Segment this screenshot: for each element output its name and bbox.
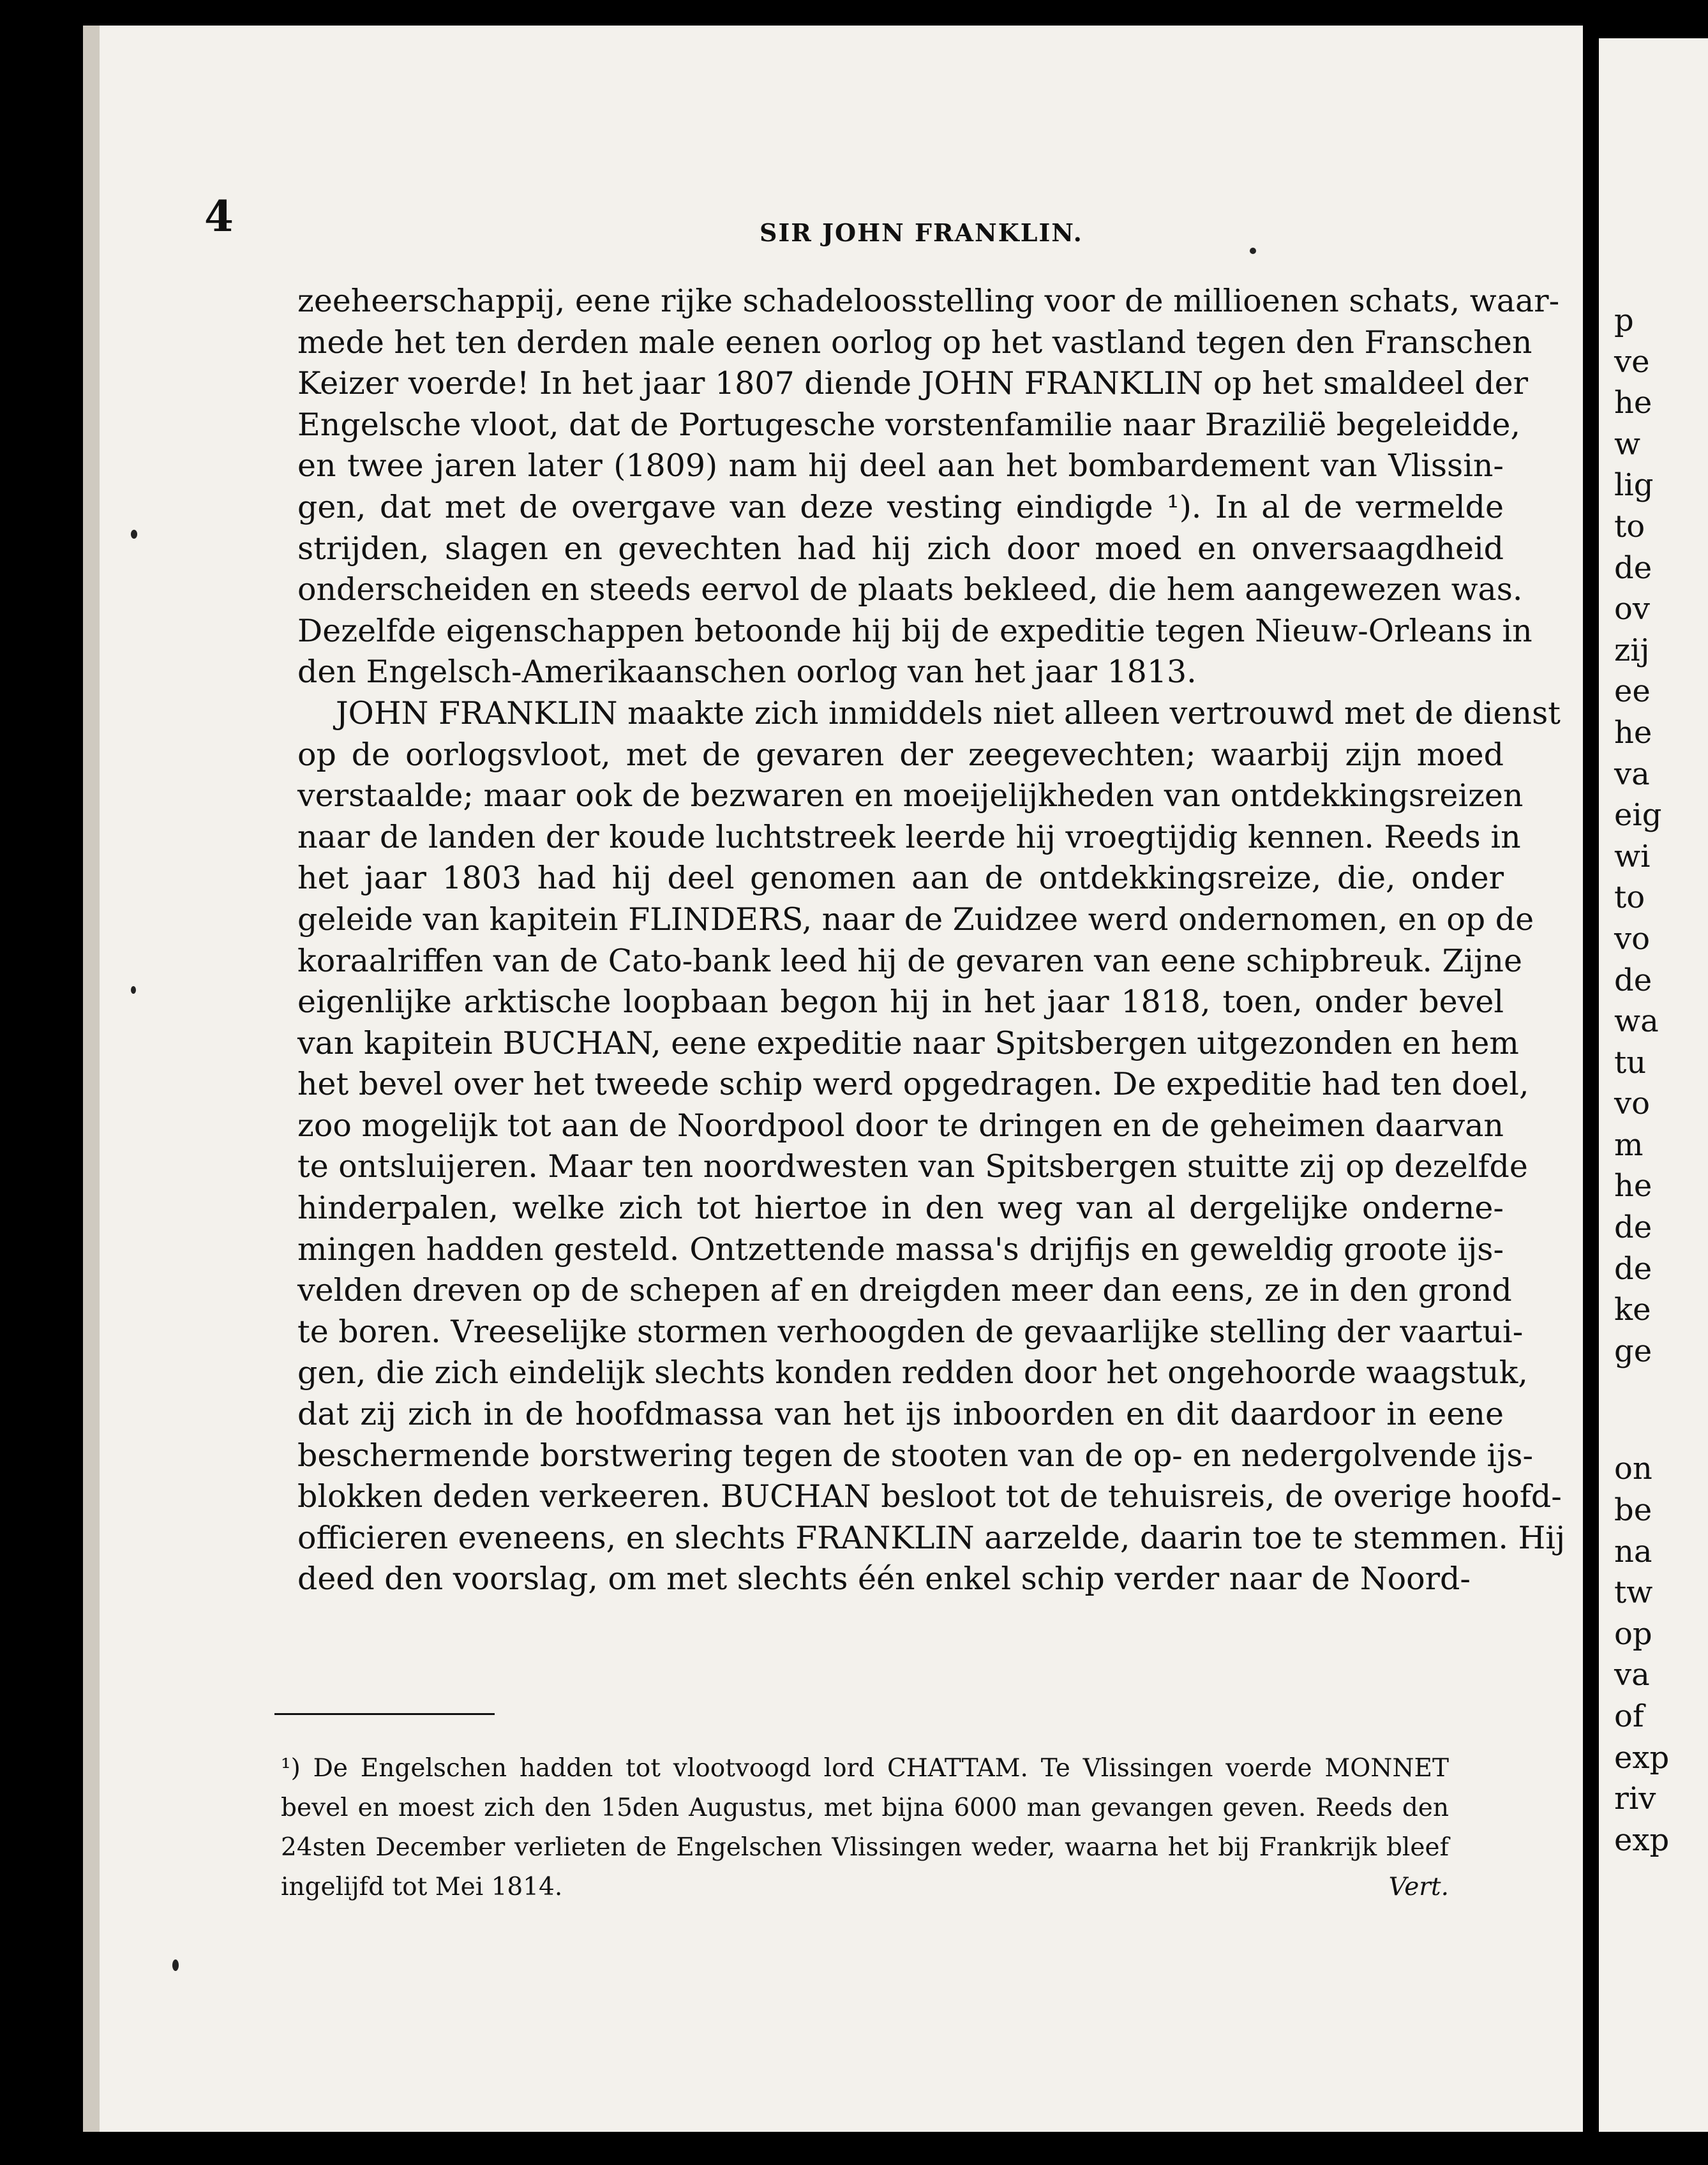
text-line: dat zij zich in de hoofdmassa van het ijs inboorden en dit daardoor in eene (297, 1396, 1504, 1433)
text-line: Keizer voerde! In het jaar 1807 diende JOHN FRANKLIN op het smaldeel der (297, 365, 1529, 402)
facing-page-fragment: to (1614, 508, 1645, 544)
text-line: zoo mogelijk tot aan de Noordpool door te dringen en de geheimen daarvan (297, 1107, 1504, 1144)
footnote-line: bevel en moest zich den 15den Augustus, met bijna 6000 man gevangen geven. Reeds den (281, 1794, 1449, 1822)
main-text (297, 281, 1566, 1600)
text-line: blokken deden verkeeren. BUCHAN besloot tot de tehuisreis, de overige hoofd- (297, 1478, 1562, 1515)
text-line: den Engelsch-Amerikaanschen oorlog van het jaar 1813. (297, 654, 1197, 691)
text-line: naar de landen der koude luchtstreek leerde hij vroegtijdig kennen. Reeds in (297, 818, 1521, 855)
text-line: strijden, slagen en gevechten had hij zich door moed en onversaagdheid (297, 530, 1504, 567)
ink-speck (1250, 248, 1256, 254)
facing-page-fragment: w (1614, 426, 1641, 462)
text-line: Engelsche vloot, dat de Portugesche vorstenfamilie naar Brazilië begeleidde, (297, 406, 1521, 443)
page-number: 4 (204, 191, 234, 241)
facing-page-fragment: wi (1614, 838, 1651, 874)
text-line: te boren. Vreeselijke stormen verhoogden de gevaarlijke stelling der vaartui- (297, 1313, 1524, 1350)
facing-page-text (1614, 300, 1669, 1861)
text-line: mede het ten derden male eenen oorlog op het vastland tegen den Franschen (297, 324, 1532, 361)
text-line: beschermende borstwering tegen de stooten van de op- en nedergolvende ijs- (297, 1437, 1534, 1474)
text-line: deed den voorslag, om met slechts één enkel schip verder naar de Noord- (297, 1561, 1471, 1598)
text-line: op de oorlogsvloot, met de gevaren der zeegevechten; waarbij zijn moed (297, 736, 1504, 773)
text-line: Dezelfde eigenschappen betoonde hij bij de expeditie tegen Nieuw-Orleans in (297, 612, 1532, 649)
footnote-text (281, 1749, 1449, 1907)
running-title: SIR JOHN FRANKLIN. (760, 218, 1083, 247)
facing-page-fragment: tu (1614, 1044, 1647, 1081)
facing-page-fragment: de (1614, 1210, 1652, 1246)
facing-page-fragment: vo (1614, 920, 1651, 957)
facing-page-edge (1599, 38, 1708, 2132)
text-line: officieren eveneens, en slechts FRANKLIN aarzelde, daarin toe te stemmen. Hij (297, 1519, 1566, 1556)
facing-page-fragment: be (1614, 1492, 1652, 1529)
text-line: het bevel over het tweede schip werd opgedragen. De expeditie had ten doel, (297, 1066, 1529, 1103)
text-line: verstaalde; maar ook de bezwaren en moeijelijkheden van ontdekkingsreizen (297, 777, 1524, 814)
facing-page-fragment: va (1614, 756, 1650, 792)
facing-page-fragment: tw (1614, 1575, 1653, 1611)
facing-page-fragment: de (1614, 1250, 1652, 1287)
text-line: gen, die zich eindelijk slechts konden redden door het ongehoorde waagstuk, (297, 1354, 1528, 1391)
text-line: onderscheiden en steeds eervol de plaats bekleed, die hem aangewezen was. (297, 571, 1523, 608)
text-line: gen, dat met de overgave van deze vesting eindigde ¹). In al de vermelde (297, 488, 1504, 525)
facing-page-fragment: zij (1614, 632, 1650, 668)
facing-page-fragment: he (1614, 1168, 1652, 1204)
footnote-line: 24sten December verlieten de Engelschen Vlissingen weder, waarna het bij Frankrijk bleef (281, 1833, 1449, 1862)
ink-speck (131, 986, 136, 994)
text-line: te ontsluijeren. Maar ten noordwesten van Spitsbergen stuitte zij op dezelfde (297, 1148, 1528, 1185)
facing-page-fragment: va (1614, 1657, 1650, 1693)
facing-page-fragment: ve (1614, 343, 1650, 380)
facing-page-fragment: m (1614, 1127, 1644, 1163)
text-line: mingen hadden gesteld. Ontzettende massa's drijfijs en geweldig groote ijs- (297, 1231, 1504, 1268)
facing-page-fragment: to (1614, 880, 1645, 916)
facing-page-fragment: na (1614, 1533, 1652, 1569)
text-line: eigenlijke arktische loopbaan begon hij in het jaar 1818, toen, onder bevel (297, 984, 1504, 1021)
text-line: en twee jaren later (1809) nam hij deel aan het bombardement van Vlissin- (297, 447, 1504, 484)
text-line: van kapitein BUCHAN, eene expeditie naar Spitsbergen uitgezonden en hem (297, 1024, 1519, 1061)
facing-page-fragment: on (1614, 1451, 1652, 1487)
footnote-line: ingelijfd tot Mei 1814. (281, 1873, 563, 1901)
facing-page-fragment: he (1614, 385, 1652, 421)
facing-page-fragment: ge (1614, 1333, 1652, 1369)
text-line: zeeheerschappij, eene rijke schadeloosstelling voor de millioenen schats, waar- (297, 283, 1560, 319)
facing-page-fragment: of (1614, 1698, 1644, 1734)
facing-page-fragment: de (1614, 550, 1652, 586)
facing-page-fragment: he (1614, 714, 1652, 751)
text-line: het jaar 1803 had hij deel genomen aan de ontdekkingsreize, die, onder (297, 860, 1504, 897)
facing-page-fragment: wa (1614, 1003, 1659, 1040)
facing-page-fragment: lig (1614, 467, 1654, 504)
ink-speck (172, 1959, 179, 1971)
footnote-signature: Vert. (1388, 1873, 1449, 1901)
ink-speck (131, 530, 137, 539)
facing-page-fragment: exp (1614, 1739, 1670, 1776)
facing-page-fragment: ke (1614, 1292, 1651, 1328)
facing-page-fragment: p (1614, 303, 1634, 338)
facing-page-fragment: op (1614, 1615, 1652, 1652)
text-line: geleide van kapitein FLINDERS, naar de Zuidzee werd ondernomen, en op de (297, 901, 1534, 938)
footnote (281, 1749, 1449, 1907)
footnote-rule (274, 1713, 495, 1715)
page-header (204, 191, 1436, 247)
facing-page-fragment: de (1614, 962, 1652, 998)
text-line: velden dreven op de schepen af en dreigden meer dan eens, ze in den grond (297, 1272, 1512, 1309)
text-line: koraalriffen van de Cato-bank leed hij de gevaren van eene schipbreuk. Zijne (297, 942, 1522, 979)
facing-page-fragment: vo (1614, 1086, 1651, 1122)
paragraph-gap (1614, 1372, 1669, 1448)
facing-page-fragment: eig (1614, 797, 1662, 834)
facing-page-fragment: riv (1614, 1781, 1656, 1817)
facing-page-fragment: exp (1614, 1822, 1670, 1858)
text-line: JOHN FRANKLIN maakte zich inmiddels niet alleen vertrouwd met de dienst (336, 694, 1561, 731)
facing-page-fragment: ee (1614, 673, 1651, 710)
footnote-line: ¹) De Engelschen hadden tot vlootvoogd lord CHATTAM. Te Vlissingen voerde MONNET (281, 1754, 1449, 1783)
text-line: hinderpalen, welke zich tot hiertoe in den weg van al dergelijke onderne- (297, 1190, 1504, 1227)
facing-page-fragment: ov (1614, 591, 1651, 627)
